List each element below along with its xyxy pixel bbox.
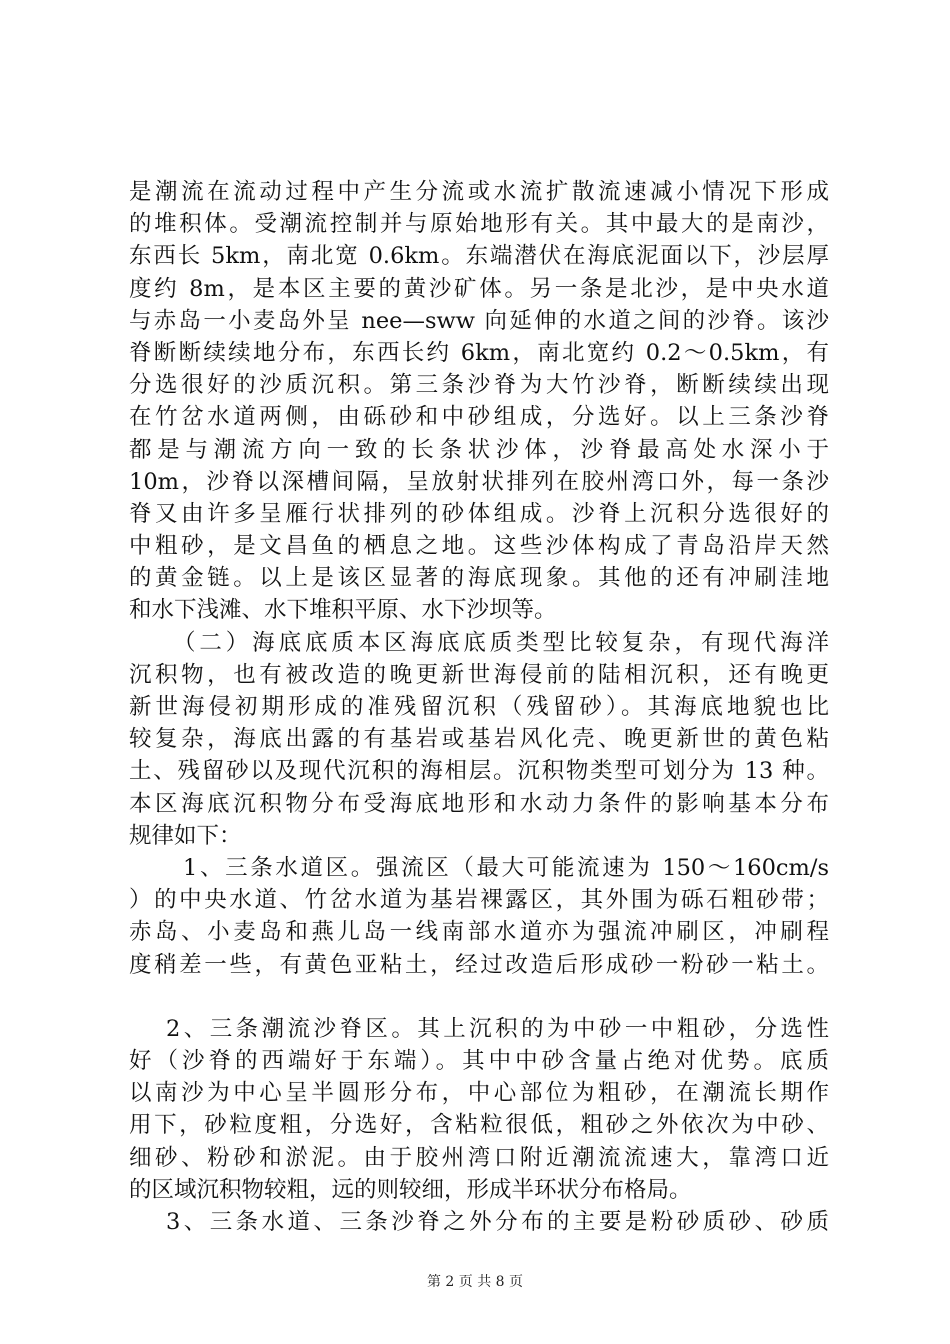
text-line: （二）海底底质本区海底底质类型比较复杂，有现代海洋: [173, 629, 829, 656]
text-line: 10m，沙脊以深槽间隔，呈放射状排列在胶州湾口外，每一条沙: [129, 468, 829, 495]
text-line: 和水下浅滩、水下堆积平原、水下沙坝等。: [129, 597, 557, 624]
text-line: 用下，砂粒度粗，分选好，含粘粒很低，粗砂之外依次为中砂、: [129, 1112, 829, 1139]
text-line: 与赤岛一小麦岛外呈 nee—sww 向延伸的水道之间的沙脊。该沙: [129, 307, 829, 334]
paragraph-gap: [129, 981, 829, 1013]
text-line: 脊断断续续地分布，东西长约 6km，南北宽约 0.2～0.5km，有: [129, 339, 829, 366]
text-line: 新世海侵初期形成的准残留沉积（残留砂）。其海底地貌也比: [129, 694, 829, 720]
text-line: 本区海底沉积物分布受海底地形和水动力条件的影响基本分布: [129, 790, 829, 817]
text-line: 2、三条潮流沙脊区。其上沉积的为中砂一中粗砂，分选性: [166, 1015, 829, 1042]
text-line: 沉积物，也有被改造的晚更新世海侵前的陆相沉积，还有晚更: [129, 661, 829, 688]
document-body: [129, 176, 829, 1238]
text-line: 1、三条水道区。强流区（最大可能流速为 150～160cm/s: [183, 854, 829, 881]
text-line: ）的中央水道、竹岔水道为基岩裸露区，其外围为砾石粗砂带；: [129, 887, 829, 914]
text-line: 土、残留砂以及现代沉积的海相层。沉积物类型可划分为 13 种。: [129, 758, 829, 785]
text-line: 细砂、粉砂和淤泥。由于胶州湾口附近潮流流速大，靠湾口近: [129, 1144, 829, 1171]
text-line: 中粗砂，是文昌鱼的栖息之地。这些沙体构成了青岛沿岸天然: [129, 533, 829, 560]
text-line: 度稍差一些，有黄色亚粘土，经过改造后形成砂一粉砂一粘土。: [129, 951, 829, 978]
text-line: 的堆积体。受潮流控制并与原始地形有关。其中最大的是南沙，: [129, 211, 829, 238]
text-line: 以南沙为中心呈半圆形分布，中心部位为粗砂，在潮流长期作: [129, 1080, 829, 1107]
text-line: 分选很好的沙质沉积。第三条沙脊为大竹沙脊，断断续续出现: [129, 372, 829, 399]
text-line: 赤岛、小麦岛和燕儿岛一线南部水道亦为强流冲刷区，冲刷程: [129, 919, 829, 946]
text-line: 的黄金链。以上是该区显著的海底现象。其他的还有冲刷洼地: [129, 565, 829, 592]
text-line: 规律如下：: [129, 822, 242, 849]
text-line: 在竹岔水道两侧，由砾砂和中砂组成，分选好。以上三条沙脊: [129, 404, 829, 431]
text-line: 的区域沉积物较粗，远的则较细，形成半环状分布格局。: [129, 1176, 692, 1203]
text-line: 度约 8m，是本区主要的黄沙矿体。另一条是北沙，是中央水道: [129, 275, 829, 302]
text-line: 好（沙脊的西端好于东端）。其中中砂含量占绝对优势。底质: [129, 1048, 829, 1075]
text-line: 是潮流在流动过程中产生分流或水流扩散流速减小情况下形成: [129, 179, 829, 205]
text-line: 3、三条水道、三条沙脊之外分布的主要是粉砂质砂、砂质: [166, 1209, 829, 1235]
page-footer: 第 2 页 共 8 页: [426, 1274, 524, 1290]
text-line: 都是与潮流方向一致的长条状沙体，沙脊最高处水深小于: [129, 436, 829, 463]
text-line: 东西长 5km，南北宽 0.6km。东端潜伏在海底泥面以下，沙层厚: [129, 243, 829, 270]
text-line: 脊又由许多呈雁行状排列的砂体组成。沙脊上沉积分选很好的: [129, 500, 829, 527]
text-line: 较复杂，海底出露的有基岩或基岩风化壳、晚更新世的黄色粘: [129, 726, 829, 753]
